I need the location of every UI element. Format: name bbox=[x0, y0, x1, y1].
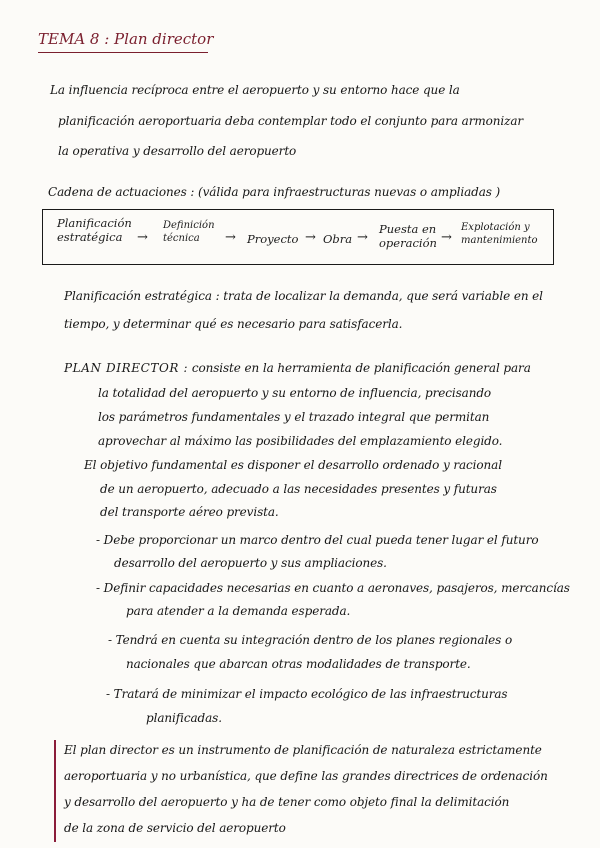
planif-line-1: Planificación estratégica : trata de localizar la demanda, que será variable en el bbox=[64, 289, 543, 303]
bullet-2-line-2: para atender a la demanda esperada. bbox=[126, 604, 351, 618]
plan-def-line-2: la totalidad del aeropuerto y su entorno de influencia, precisando bbox=[98, 386, 492, 400]
objetivo-line-1: El objetivo fundamental es disponer el desarrollo ordenado y racional bbox=[84, 458, 502, 472]
chain-step-6-line2: mantenimiento bbox=[461, 234, 538, 246]
chain-heading: Cadena de actuaciones : (válida para infraestructuras nuevas o ampliadas ) bbox=[48, 185, 501, 199]
page-title: TEMA 8 : Plan director bbox=[38, 30, 214, 48]
chain-step-5-line1: Puesta en bbox=[379, 222, 437, 236]
chain-arrow-2: → bbox=[225, 230, 236, 245]
chain-arrow-4: → bbox=[357, 230, 368, 245]
final-line-1: El plan director es un instrumento de planificación de naturaleza estrictamente bbox=[64, 743, 542, 757]
chain-box bbox=[42, 209, 554, 265]
intro-line-1: La influencia recíproca entre el aeropuerto y su entorno hace que la bbox=[50, 83, 460, 97]
title-underline bbox=[38, 52, 208, 53]
chain-arrow-5: → bbox=[441, 230, 452, 245]
plan-director-definition bbox=[64, 362, 531, 374]
plan-def-line-4: aprovechar al máximo las posibilidades del emplazamiento elegido. bbox=[98, 434, 503, 448]
final-line-2: aeroportuaria y no urbanística, que define las grandes directrices de ordenación bbox=[64, 769, 548, 783]
chain-step-6 bbox=[461, 222, 538, 247]
chain-arrow-3: → bbox=[305, 230, 316, 245]
chain-step-4 bbox=[323, 232, 352, 246]
chain-step-5-line2: operación bbox=[379, 236, 437, 251]
objetivo-line-3: del transporte aéreo prevista. bbox=[100, 505, 279, 519]
bullet-1-line-2: desarrollo del aeropuerto y sus ampliaciones. bbox=[114, 556, 387, 570]
chain-step-3 bbox=[247, 232, 298, 246]
bullet-4-line-1: - Tratará de minimizar el impacto ecológico de las infraestructuras bbox=[106, 687, 508, 701]
intro-line-2: planificación aeroportuaria deba contemplar todo el conjunto para armonizar bbox=[58, 114, 524, 128]
final-line-3: y desarrollo del aeropuerto y ha de tener como objeto final la delimitación bbox=[64, 795, 510, 809]
objetivo-line-2: de un aeropuerto, adecuado a las necesidades presentes y futuras bbox=[100, 482, 497, 496]
chain-step-1 bbox=[57, 216, 132, 245]
bullet-3-line-1: - Tendrá en cuenta su integración dentro de los planes regionales o bbox=[108, 633, 513, 647]
bullet-3-line-2: nacionales que abarcan otras modalidades de transporte. bbox=[126, 657, 471, 671]
final-line-4: de la zona de servicio del aeropuerto bbox=[64, 821, 286, 835]
intro-line-3: la operativa y desarrollo del aeropuerto bbox=[58, 144, 297, 158]
chain-step-3-line1: Proyecto bbox=[247, 232, 299, 246]
final-note-bar bbox=[54, 740, 56, 842]
chain-step-1-line2: estratégica bbox=[57, 230, 123, 245]
planif-line-2: tiempo, y determinar qué es necesario para satisfacerla. bbox=[64, 317, 403, 331]
chain-step-2-line2: técnica bbox=[163, 232, 200, 244]
plan-def-line-3: los parámetros fundamentales y el trazado integral que permitan bbox=[98, 410, 490, 424]
bullet-1-line-1: - Debe proporcionar un marco dentro del cual pueda tener lugar el futuro bbox=[96, 533, 539, 547]
plan-director-def-first: consiste en la herramienta de planificación general para bbox=[191, 361, 531, 375]
chain-step-2-line1: Definición bbox=[163, 220, 215, 231]
bullet-4-line-2: planificadas. bbox=[146, 711, 222, 725]
chain-step-6-line1: Explotación y bbox=[461, 222, 530, 233]
chain-step-2 bbox=[163, 220, 215, 245]
chain-step-4-line1: Obra bbox=[323, 232, 353, 246]
chain-arrow-1: → bbox=[137, 230, 148, 245]
chain-step-5 bbox=[379, 222, 437, 251]
plan-director-label: PLAN DIRECTOR : bbox=[64, 361, 189, 375]
bullet-2-line-1: - Definir capacidades necesarias en cuanto a aeronaves, pasajeros, mercancías bbox=[96, 581, 570, 595]
chain-step-1-line1: Planificación bbox=[57, 216, 132, 230]
title-block bbox=[38, 30, 213, 48]
